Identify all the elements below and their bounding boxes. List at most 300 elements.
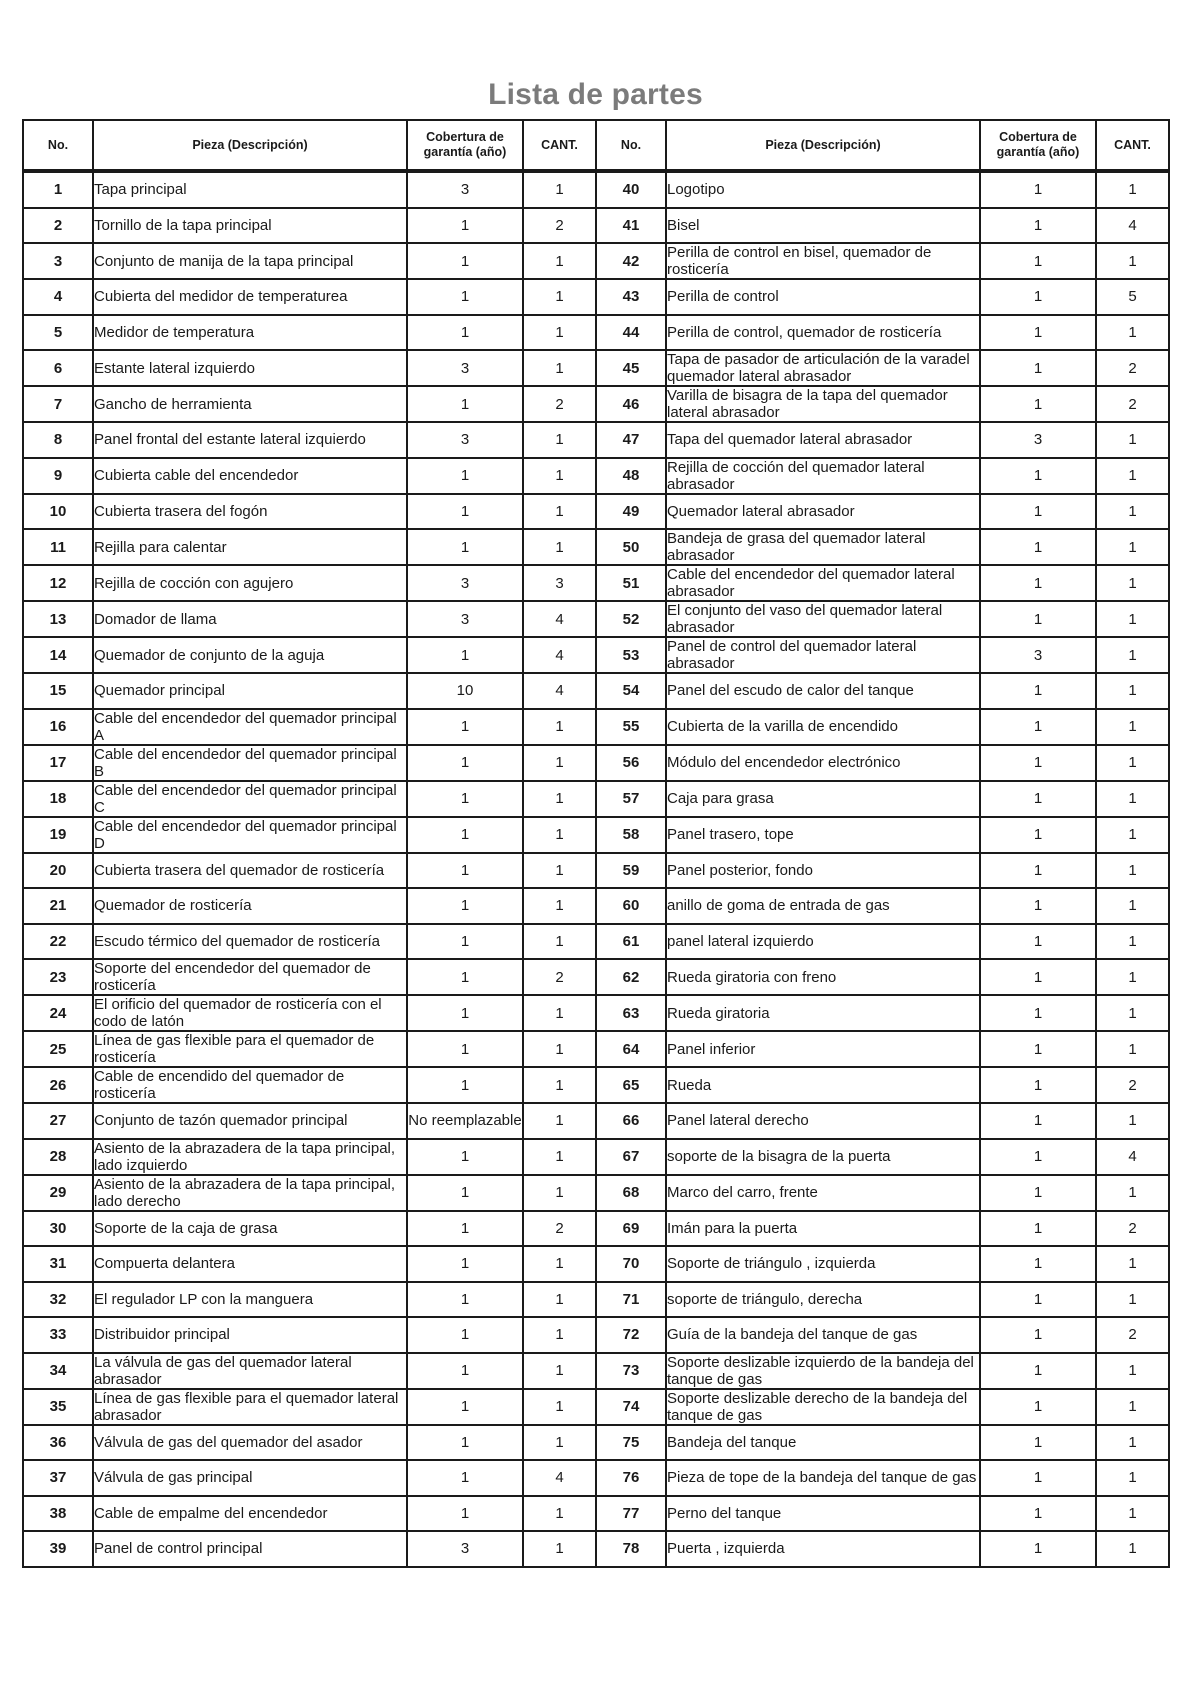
table-row [23,995,1169,1031]
warranty-coverage: 1 [407,1353,523,1389]
part-description: Cable de encendido del quemador de rosticería [93,1067,407,1103]
part-quantity: 1 [1096,959,1169,995]
warranty-coverage: 1 [980,243,1096,279]
part-number: 33 [23,1317,93,1353]
part-number: 58 [596,817,666,853]
part-description: El regulador LP con la manguera [93,1282,407,1318]
part-quantity: 1 [523,1031,596,1067]
part-number: 78 [596,1531,666,1567]
part-quantity: 5 [1096,279,1169,315]
part-description: Marco del carro, frente [666,1175,980,1211]
part-number: 47 [596,422,666,458]
part-quantity: 1 [523,1317,596,1353]
warranty-coverage: 1 [980,781,1096,817]
part-quantity: 1 [1096,1531,1169,1567]
warranty-coverage: 1 [407,853,523,889]
warranty-coverage: 1 [980,1531,1096,1567]
header-qty: CANT. [1096,120,1169,171]
part-quantity: 1 [1096,1353,1169,1389]
part-number: 70 [596,1246,666,1282]
warranty-coverage: 1 [980,817,1096,853]
table-row [23,924,1169,960]
warranty-coverage: 1 [980,1353,1096,1389]
table-row [23,350,1169,386]
part-quantity: 1 [1096,601,1169,637]
part-number: 68 [596,1175,666,1211]
part-number: 67 [596,1139,666,1175]
part-quantity: 1 [523,888,596,924]
part-number: 26 [23,1067,93,1103]
part-quantity: 2 [1096,1067,1169,1103]
table-row [23,208,1169,244]
part-description: Varilla de bisagra de la tapa del quemador lateral abrasador [666,386,980,422]
part-description: Escudo térmico del quemador de rosticería [93,924,407,960]
warranty-coverage: 1 [980,1389,1096,1425]
part-quantity: 1 [1096,673,1169,709]
warranty-coverage: 1 [980,853,1096,889]
part-number: 51 [596,565,666,601]
part-description: Bandeja de grasa del quemador lateral abrasador [666,529,980,565]
part-description: Válvula de gas principal [93,1460,407,1496]
table-row [23,565,1169,601]
part-number: 10 [23,494,93,530]
part-description: Línea de gas flexible para el quemador de rosticería [93,1031,407,1067]
warranty-coverage: 1 [980,709,1096,745]
part-quantity: 1 [523,995,596,1031]
warranty-coverage: 1 [407,1389,523,1425]
part-quantity: 1 [523,1282,596,1318]
warranty-coverage: 3 [407,1531,523,1567]
table-row [23,171,1169,208]
part-description: Cubierta trasera del quemador de rosticería [93,853,407,889]
part-quantity: 1 [523,315,596,351]
part-number: 24 [23,995,93,1031]
part-number: 25 [23,1031,93,1067]
table-row [23,1425,1169,1461]
part-description: Panel posterior, fondo [666,853,980,889]
table-row [23,1031,1169,1067]
warranty-coverage: 1 [980,601,1096,637]
warranty-coverage: 1 [980,458,1096,494]
part-number: 74 [596,1389,666,1425]
warranty-coverage: 1 [980,386,1096,422]
part-description: Caja para grasa [666,781,980,817]
warranty-coverage: 1 [980,1103,1096,1139]
table-row [23,637,1169,673]
part-number: 8 [23,422,93,458]
part-quantity: 1 [523,529,596,565]
table-row [23,1175,1169,1211]
part-description: Soporte del encendedor del quemador de rosticería [93,959,407,995]
part-number: 6 [23,350,93,386]
part-number: 3 [23,243,93,279]
part-description: Gancho de herramienta [93,386,407,422]
part-quantity: 1 [1096,1103,1169,1139]
part-quantity: 4 [1096,208,1169,244]
part-number: 43 [596,279,666,315]
part-number: 57 [596,781,666,817]
part-number: 2 [23,208,93,244]
part-quantity: 1 [523,458,596,494]
warranty-coverage: 3 [980,422,1096,458]
part-quantity: 1 [523,1246,596,1282]
part-quantity: 1 [523,1139,596,1175]
warranty-coverage: 1 [407,1211,523,1247]
table-row [23,745,1169,781]
part-description: Estante lateral izquierdo [93,350,407,386]
warranty-coverage: 1 [980,1496,1096,1532]
part-quantity: 1 [523,1425,596,1461]
part-number: 18 [23,781,93,817]
table-row [23,243,1169,279]
table-row [23,1103,1169,1139]
table-row [23,1353,1169,1389]
part-quantity: 1 [1096,565,1169,601]
warranty-coverage: No reemplazable [407,1103,523,1139]
header-part: Pieza (Descripción) [666,120,980,171]
warranty-coverage: 1 [407,208,523,244]
warranty-coverage: 1 [980,888,1096,924]
part-description: Compuerta delantera [93,1246,407,1282]
part-number: 38 [23,1496,93,1532]
part-quantity: 1 [1096,422,1169,458]
warranty-coverage: 1 [407,1460,523,1496]
part-quantity: 1 [523,350,596,386]
part-description: Cable de empalme del encendedor [93,1496,407,1532]
part-description: Pieza de tope de la bandeja del tanque de gas [666,1460,980,1496]
part-number: 39 [23,1531,93,1567]
part-quantity: 1 [1096,745,1169,781]
warranty-coverage: 1 [980,1067,1096,1103]
part-description: Panel de control principal [93,1531,407,1567]
part-number: 76 [596,1460,666,1496]
part-quantity: 2 [1096,1317,1169,1353]
part-description: Domador de llama [93,601,407,637]
part-number: 5 [23,315,93,351]
part-quantity: 1 [1096,817,1169,853]
part-quantity: 1 [1096,458,1169,494]
table-row [23,1389,1169,1425]
part-quantity: 3 [523,565,596,601]
part-number: 71 [596,1282,666,1318]
part-number: 31 [23,1246,93,1282]
part-quantity: 1 [523,171,596,208]
part-number: 69 [596,1211,666,1247]
part-number: 28 [23,1139,93,1175]
part-description: Soporte deslizable izquierdo de la bandeja del tanque de gas [666,1353,980,1389]
header-coverage: Cobertura de garantía (año) [407,120,523,171]
part-quantity: 1 [523,1103,596,1139]
part-number: 41 [596,208,666,244]
warranty-coverage: 1 [980,529,1096,565]
part-description: Panel frontal del estante lateral izquierdo [93,422,407,458]
table-row [23,279,1169,315]
part-quantity: 1 [1096,1496,1169,1532]
warranty-coverage: 1 [980,995,1096,1031]
part-description: Cable del encendedor del quemador lateral abrasador [666,565,980,601]
part-quantity: 1 [523,1067,596,1103]
part-quantity: 2 [523,1211,596,1247]
part-quantity: 1 [1096,1031,1169,1067]
part-quantity: 1 [523,924,596,960]
part-description: La válvula de gas del quemador lateral abrasador [93,1353,407,1389]
part-number: 40 [596,171,666,208]
warranty-coverage: 1 [980,315,1096,351]
part-number: 44 [596,315,666,351]
part-number: 62 [596,959,666,995]
part-description: Panel inferior [666,1031,980,1067]
part-quantity: 1 [523,781,596,817]
part-number: 52 [596,601,666,637]
part-quantity: 4 [1096,1139,1169,1175]
part-number: 4 [23,279,93,315]
part-number: 7 [23,386,93,422]
warranty-coverage: 1 [407,1425,523,1461]
part-description: soporte de la bisagra de la puerta [666,1139,980,1175]
warranty-coverage: 1 [407,1067,523,1103]
part-number: 42 [596,243,666,279]
warranty-coverage: 1 [407,637,523,673]
part-number: 64 [596,1031,666,1067]
part-number: 75 [596,1425,666,1461]
warranty-coverage: 1 [407,924,523,960]
table-row [23,1282,1169,1318]
part-description: Rejilla de cocción con agujero [93,565,407,601]
warranty-coverage: 3 [407,171,523,208]
part-description: Quemador lateral abrasador [666,494,980,530]
table-row [23,1317,1169,1353]
part-quantity: 1 [1096,888,1169,924]
warranty-coverage: 1 [980,1317,1096,1353]
header-no: No. [596,120,666,171]
part-quantity: 1 [1096,709,1169,745]
part-quantity: 1 [1096,494,1169,530]
part-number: 14 [23,637,93,673]
part-quantity: 1 [1096,1175,1169,1211]
part-quantity: 1 [1096,529,1169,565]
part-quantity: 1 [523,1353,596,1389]
part-quantity: 1 [1096,171,1169,208]
part-number: 65 [596,1067,666,1103]
part-quantity: 1 [523,1531,596,1567]
part-description: Asiento de la abrazadera de la tapa principal, lado derecho [93,1175,407,1211]
part-description: Cable del encendedor del quemador principal B [93,745,407,781]
part-number: 48 [596,458,666,494]
part-quantity: 1 [523,709,596,745]
part-description: panel lateral izquierdo [666,924,980,960]
part-number: 53 [596,637,666,673]
warranty-coverage: 1 [980,494,1096,530]
part-number: 35 [23,1389,93,1425]
part-quantity: 1 [523,494,596,530]
part-quantity: 1 [523,1496,596,1532]
header-qty: CANT. [523,120,596,171]
part-description: Conjunto de manija de la tapa principal [93,243,407,279]
part-description: Tapa principal [93,171,407,208]
warranty-coverage: 1 [980,1211,1096,1247]
part-description: Rueda [666,1067,980,1103]
part-description: Cubierta cable del encendedor [93,458,407,494]
table-row [23,315,1169,351]
warranty-coverage: 1 [407,1175,523,1211]
part-description: Logotipo [666,171,980,208]
header-part: Pieza (Descripción) [93,120,407,171]
warranty-coverage: 1 [407,1246,523,1282]
table-row [23,673,1169,709]
part-description: Bisel [666,208,980,244]
warranty-coverage: 1 [407,1139,523,1175]
part-number: 66 [596,1103,666,1139]
part-quantity: 1 [523,1175,596,1211]
warranty-coverage: 1 [407,279,523,315]
warranty-coverage: 1 [407,1496,523,1532]
warranty-coverage: 1 [407,709,523,745]
parts-table [22,119,1170,1568]
part-quantity: 1 [1096,1460,1169,1496]
warranty-coverage: 3 [407,601,523,637]
warranty-coverage: 1 [980,350,1096,386]
part-number: 59 [596,853,666,889]
table-row [23,1531,1169,1567]
part-description: Perilla de control [666,279,980,315]
table-row [23,709,1169,745]
part-description: Cubierta trasera del fogón [93,494,407,530]
part-number: 37 [23,1460,93,1496]
part-description: Rueda giratoria con freno [666,959,980,995]
part-quantity: 4 [523,1460,596,1496]
table-row [23,1211,1169,1247]
part-number: 46 [596,386,666,422]
part-number: 36 [23,1425,93,1461]
part-quantity: 1 [523,279,596,315]
part-description: El conjunto del vaso del quemador lateral abrasador [666,601,980,637]
warranty-coverage: 1 [407,529,523,565]
warranty-coverage: 1 [407,243,523,279]
table-row [23,386,1169,422]
part-quantity: 2 [523,959,596,995]
part-number: 45 [596,350,666,386]
part-description: Cable del encendedor del quemador principal D [93,817,407,853]
part-description: Panel trasero, tope [666,817,980,853]
part-description: Panel del escudo de calor del tanque [666,673,980,709]
part-number: 49 [596,494,666,530]
warranty-coverage: 3 [407,350,523,386]
warranty-coverage: 1 [980,1460,1096,1496]
part-quantity: 1 [1096,1425,1169,1461]
table-row [23,853,1169,889]
part-number: 50 [596,529,666,565]
part-number: 63 [596,995,666,1031]
warranty-coverage: 1 [407,494,523,530]
part-quantity: 1 [1096,781,1169,817]
part-quantity: 1 [523,1389,596,1425]
part-description: Conjunto de tazón quemador principal [93,1103,407,1139]
part-description: Soporte de la caja de grasa [93,1211,407,1247]
part-quantity: 4 [523,637,596,673]
part-quantity: 4 [523,601,596,637]
part-number: 23 [23,959,93,995]
warranty-coverage: 1 [407,888,523,924]
part-quantity: 4 [523,673,596,709]
part-description: Tornillo de la tapa principal [93,208,407,244]
table-row [23,959,1169,995]
part-number: 1 [23,171,93,208]
part-description: Línea de gas flexible para el quemador lateral abrasador [93,1389,407,1425]
part-number: 61 [596,924,666,960]
part-description: anillo de goma de entrada de gas [666,888,980,924]
part-description: Cable del encendedor del quemador principal C [93,781,407,817]
part-description: Perilla de control, quemador de rosticería [666,315,980,351]
part-number: 29 [23,1175,93,1211]
table-row [23,888,1169,924]
part-number: 13 [23,601,93,637]
table-row [23,458,1169,494]
part-description: Tapa de pasador de articulación de la varadel quemador lateral abrasador [666,350,980,386]
header-coverage: Cobertura de garantía (año) [980,120,1096,171]
part-number: 54 [596,673,666,709]
warranty-coverage: 1 [407,995,523,1031]
part-number: 16 [23,709,93,745]
part-number: 9 [23,458,93,494]
part-description: Bandeja del tanque [666,1425,980,1461]
part-description: Panel de control del quemador lateral abrasador [666,637,980,673]
warranty-coverage: 1 [407,781,523,817]
part-quantity: 1 [1096,315,1169,351]
part-description: Rejilla de cocción del quemador lateral abrasador [666,458,980,494]
part-quantity: 1 [523,817,596,853]
warranty-coverage: 1 [980,279,1096,315]
warranty-coverage: 1 [407,1317,523,1353]
part-quantity: 1 [1096,853,1169,889]
part-number: 12 [23,565,93,601]
part-number: 60 [596,888,666,924]
part-number: 30 [23,1211,93,1247]
table-row [23,601,1169,637]
warranty-coverage: 1 [980,1175,1096,1211]
warranty-coverage: 1 [407,817,523,853]
part-description: Rueda giratoria [666,995,980,1031]
table-row [23,529,1169,565]
part-description: Asiento de la abrazadera de la tapa principal, lado izquierdo [93,1139,407,1175]
warranty-coverage: 1 [980,1246,1096,1282]
part-description: Módulo del encendedor electrónico [666,745,980,781]
part-description: Panel lateral derecho [666,1103,980,1139]
warranty-coverage: 1 [407,1282,523,1318]
warranty-coverage: 1 [980,959,1096,995]
part-description: Distribuidor principal [93,1317,407,1353]
part-description: Tapa del quemador lateral abrasador [666,422,980,458]
part-quantity: 1 [1096,995,1169,1031]
parts-table-body [23,171,1169,1567]
warranty-coverage: 1 [980,208,1096,244]
part-quantity: 1 [1096,1246,1169,1282]
part-number: 27 [23,1103,93,1139]
part-number: 32 [23,1282,93,1318]
part-quantity: 2 [523,208,596,244]
part-description: Cable del encendedor del quemador principal A [93,709,407,745]
warranty-coverage: 1 [407,745,523,781]
warranty-coverage: 1 [980,673,1096,709]
part-quantity: 1 [1096,1282,1169,1318]
table-row [23,1460,1169,1496]
part-description: Perno del tanque [666,1496,980,1532]
part-quantity: 2 [1096,1211,1169,1247]
part-number: 17 [23,745,93,781]
part-description: Perilla de control en bisel, quemador de rosticería [666,243,980,279]
header-no: No. [23,120,93,171]
part-quantity: 1 [523,422,596,458]
warranty-coverage: 1 [980,1031,1096,1067]
